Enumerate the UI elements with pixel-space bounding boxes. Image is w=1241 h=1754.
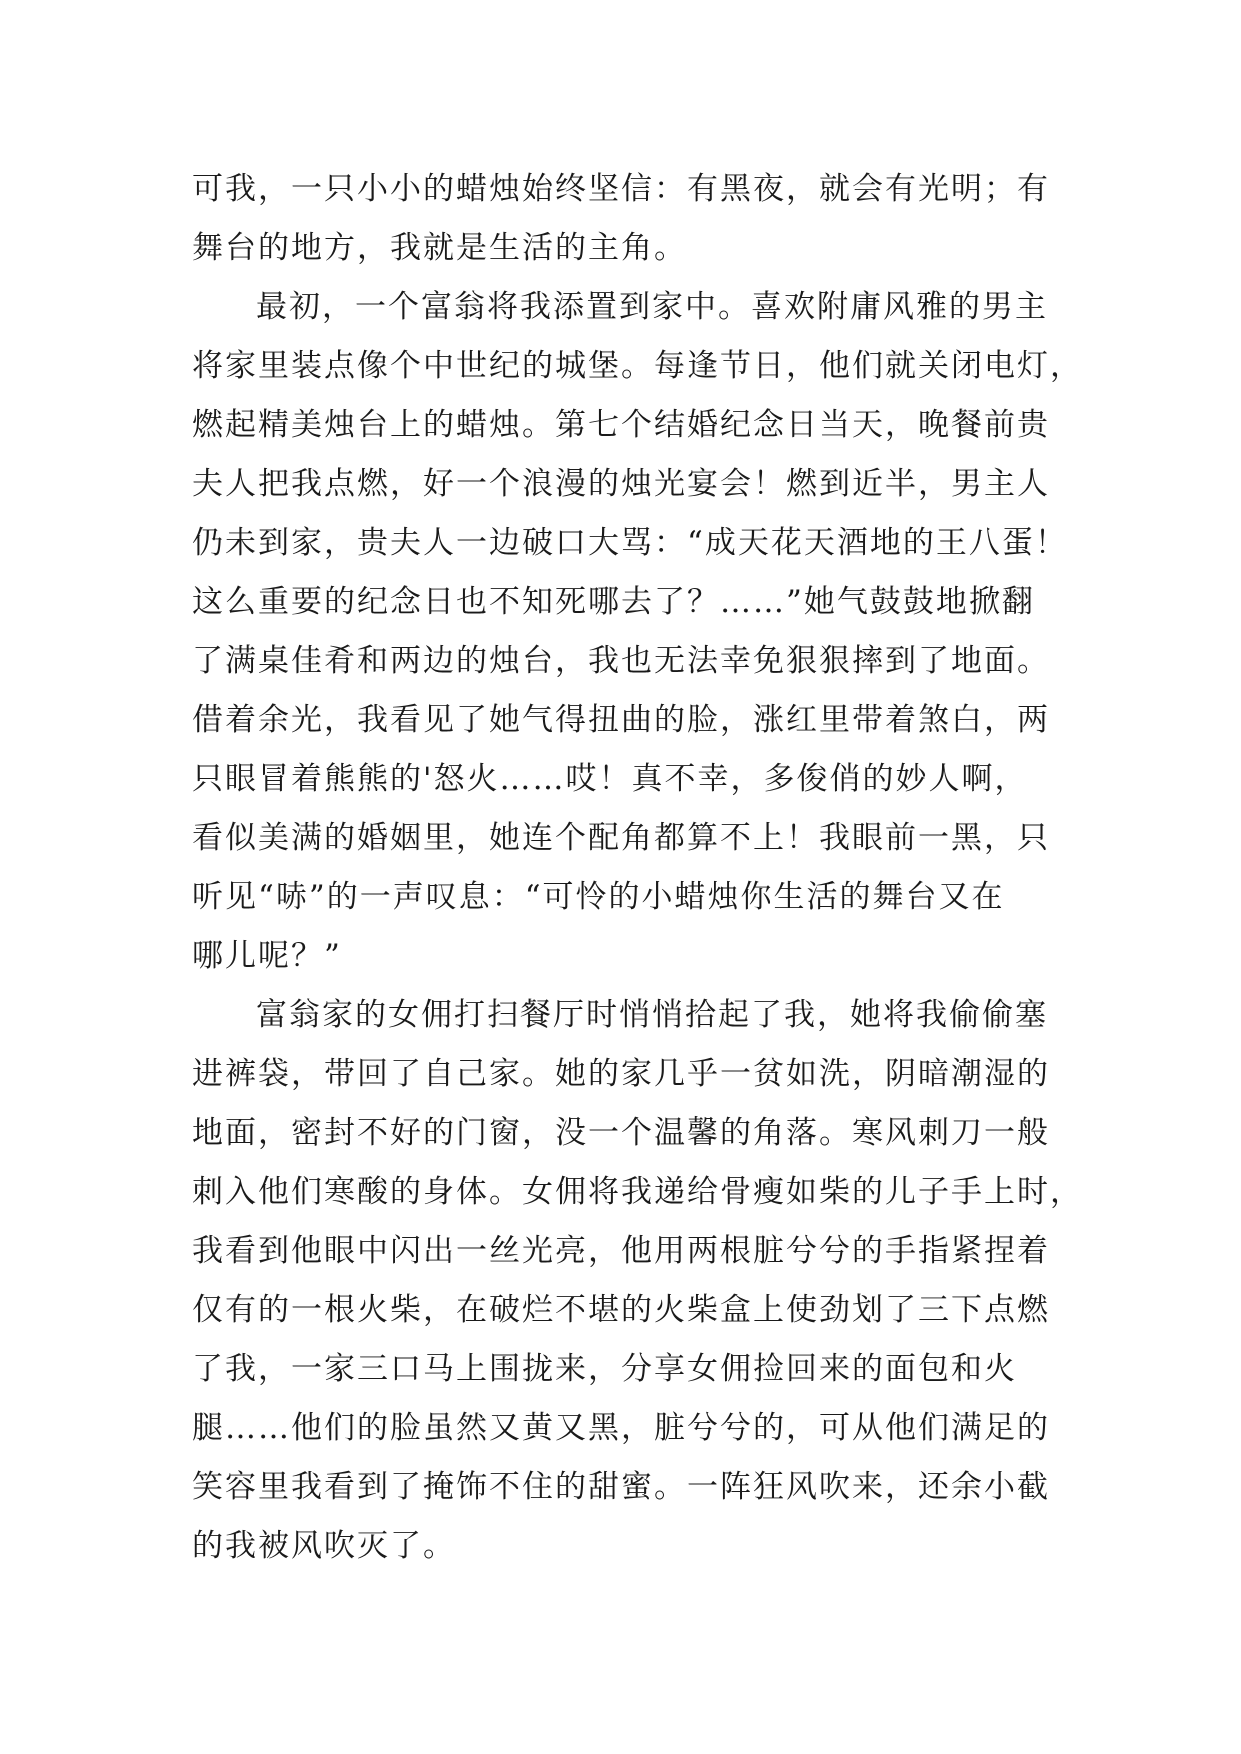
text-line: 夫人把我点燃，好一个浪漫的烛光宴会！燃到近半，男主人 — [192, 466, 1050, 502]
paragraph-first-line: 最初，一个富翁将我添置到家中。喜欢附庸风雅的男主 — [256, 289, 1048, 325]
text-line: 看似美满的婚姻里，她连个配角都算不上！我眼前一黑，只 — [192, 820, 1050, 856]
text-line: 仅有的一根火柴，在破烂不堪的火柴盒上使劲划了三下点燃 — [192, 1292, 1050, 1328]
text-line: 腿……他们的脸虽然又黄又黑，脏兮兮的，可从他们满足的 — [192, 1410, 1050, 1446]
text-line: 可我，一只小小的蜡烛始终坚信：有黑夜，就会有光明；有 — [192, 171, 1050, 207]
text-line: 我看到他眼中闪出一丝光亮，他用两根脏兮兮的手指紧捏着 — [192, 1233, 1050, 1269]
text-line: 只眼冒着熊熊的'怒火……哎！真不幸，多俊俏的妙人啊， — [192, 761, 1028, 797]
text-line: 燃起精美烛台上的蜡烛。第七个结婚纪念日当天，晚餐前贵 — [192, 407, 1050, 443]
text-line: 舞台的地方，我就是生活的主角。 — [192, 230, 687, 266]
text-line: 刺入他们寒酸的身体。女佣将我递给骨瘦如柴的儿子手上时， — [192, 1174, 1083, 1210]
text-line: 了满桌佳肴和两边的烛台，我也无法幸免狠狠摔到了地面。 — [192, 643, 1050, 679]
text-line: 了我，一家三口马上围拢来，分享女佣捡回来的面包和火 — [192, 1351, 1017, 1387]
text-line: 进裤袋，带回了自己家。她的家几乎一贫如洗，阴暗潮湿的 — [192, 1056, 1050, 1092]
text-line: 地面，密封不好的门窗，没一个温馨的角落。寒风刺刀一般 — [192, 1115, 1050, 1151]
text-line: 的我被风吹灭了。 — [192, 1528, 456, 1564]
text-line: 这么重要的纪念日也不知死哪去了？……”她气鼓鼓地掀翻 — [192, 584, 1035, 620]
text-line: 笑容里我看到了掩饰不住的甜蜜。一阵狂风吹来，还余小截 — [192, 1469, 1050, 1505]
body-text — [192, 160, 1083, 1576]
text-line: 听见“哧”的一声叹息：“可怜的小蜡烛你生活的舞台又在 — [192, 879, 1005, 915]
text-line: 将家里装点像个中世纪的城堡。每逢节日，他们就关闭电灯， — [192, 348, 1083, 384]
paragraph-first-line: 富翁家的女佣打扫餐厅时悄悄拾起了我，她将我偷偷塞 — [256, 997, 1048, 1033]
text-line: 仍未到家，贵夫人一边破口大骂：“成天花天酒地的王八蛋！ — [192, 525, 1068, 561]
text-line: 哪儿呢？” — [192, 938, 342, 974]
text-line: 借着余光，我看见了她气得扭曲的脸，涨红里带着煞白，两 — [192, 702, 1050, 738]
